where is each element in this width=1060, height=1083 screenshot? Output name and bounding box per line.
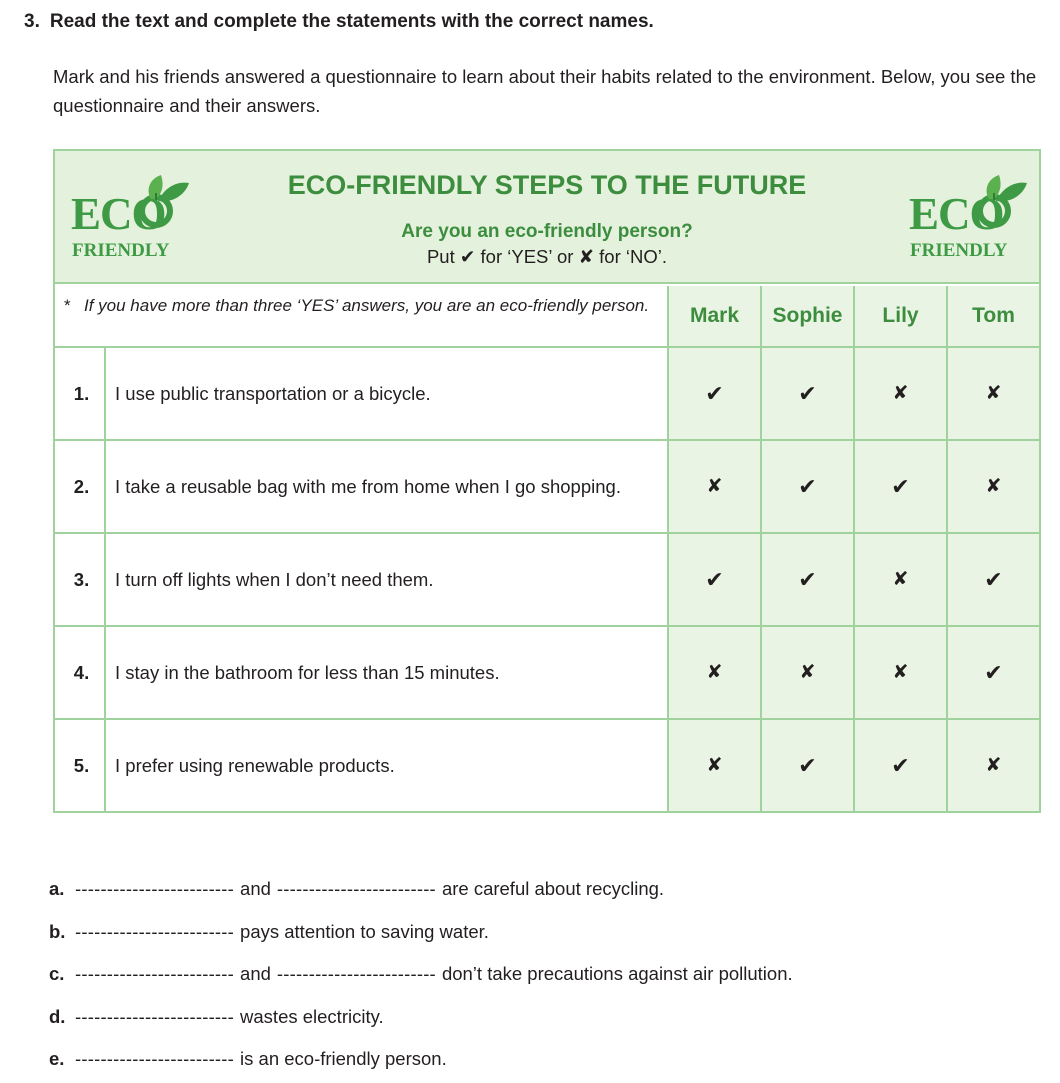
note-text: If you have more than three ‘YES’ answers, you are an eco-friendly person. [84,296,650,315]
column-header-sophie: Sophie [760,286,853,346]
statement-line [49,868,1029,911]
row-statement: I prefer using renewable products. [115,755,395,776]
logo-friendly-text: FRIENDLY [910,240,1008,261]
task-heading [24,11,654,33]
statement-rows [55,348,1039,811]
completion-statements [49,868,1029,1081]
cross-mark-icon: ✘ [946,720,1039,811]
banner-instruction: Put ✔ for ‘YES’ or ✘ for ‘NO’. [426,246,668,267]
check-mark-icon: ✔ [760,534,853,625]
banner-question: Are you an eco-friendly person? [401,221,693,242]
scoring-note [55,286,667,346]
answer-blank[interactable]: ------------------------- [75,1005,235,1027]
check-mark-icon: ✔ [946,534,1039,625]
check-mark-icon: ✔ [667,348,760,439]
statement-text: are careful about recycling. [441,878,665,900]
task-instruction: Read the text and complete the statements with the correct names. [49,11,654,32]
table-row [55,720,1039,811]
statement-line [49,1038,1029,1081]
check-mark-icon: ✔ [760,348,853,439]
statement-letter: b. [49,920,66,942]
logo-eco-text: ECO [909,189,1004,239]
answer-blank[interactable]: ------------------------- [75,878,235,900]
row-number: 3. [55,534,106,625]
check-mark-icon: ✔ [853,720,946,811]
table-row [55,348,1039,441]
statement-letter: a. [49,878,65,900]
statement-letter: e. [49,1048,65,1070]
header-row [55,286,1039,348]
column-header-tom: Tom [946,286,1039,346]
check-mark-icon: ✔ [946,627,1039,718]
statement-text: is an eco-friendly person. [240,1048,447,1070]
conjunction-text: and [240,963,271,985]
row-statement: I turn off lights when I don’t need them. [115,569,434,590]
eco-friendly-logo-right [909,171,1029,271]
table-row [55,627,1039,720]
table-row [55,441,1039,534]
check-mark-icon: ✔ [853,441,946,532]
intro-paragraph: Mark and his friends answered a questionnaire to learn about their habits related to the environment. Below, you see the questionnaire and their answers. [53,66,1037,116]
table-row [55,534,1039,627]
questionnaire-table [53,149,1041,813]
statement-text: don’t take precautions against air pollution. [441,963,793,985]
statement-text: wastes electricity. [240,1005,384,1027]
statement-line [49,911,1029,954]
row-number: 4. [55,627,106,718]
cross-mark-icon: ✘ [667,720,760,811]
conjunction-text: and [240,878,271,900]
answer-blank[interactable]: ------------------------- [276,878,436,900]
cross-mark-icon: ✘ [853,348,946,439]
statement-text: pays attention to saving water. [240,920,489,942]
row-number: 1. [55,348,106,439]
row-statement: I take a reusable bag with me from home when I go shopping. [115,476,621,497]
answer-blank[interactable]: ------------------------- [75,1048,235,1070]
statement-letter: d. [49,1005,66,1027]
cross-mark-icon: ✘ [853,534,946,625]
answer-blank[interactable]: ------------------------- [75,963,235,985]
cross-mark-icon: ✘ [946,348,1039,439]
cross-mark-icon: ✘ [667,441,760,532]
note-asterisk: * [64,296,71,315]
statement-line [49,996,1029,1039]
column-header-lily: Lily [853,286,946,346]
row-number: 5. [55,720,106,811]
logo-friendly-text: FRIENDLY [72,240,170,261]
answer-grid [55,286,1039,811]
task-number: 3. [24,11,40,32]
row-statement: I use public transportation or a bicycle. [115,383,431,404]
logo-eco-text: ECO [71,189,166,239]
cross-mark-icon: ✘ [760,627,853,718]
cross-mark-icon: ✘ [853,627,946,718]
statement-letter: c. [49,963,65,985]
check-mark-icon: ✔ [667,534,760,625]
banner-title: ECO-FRIENDLY STEPS TO THE FUTURE [287,170,807,200]
check-mark-icon: ✔ [760,720,853,811]
cross-mark-icon: ✘ [667,627,760,718]
answer-blank[interactable]: ------------------------- [75,920,235,942]
answer-blank[interactable]: ------------------------- [276,963,436,985]
cross-mark-icon: ✘ [946,441,1039,532]
questionnaire-banner [55,151,1039,284]
check-mark-icon: ✔ [760,441,853,532]
column-header-mark: Mark [667,286,760,346]
statement-line [49,953,1029,996]
row-statement: I stay in the bathroom for less than 15 minutes. [115,662,500,683]
row-number: 2. [55,441,106,532]
